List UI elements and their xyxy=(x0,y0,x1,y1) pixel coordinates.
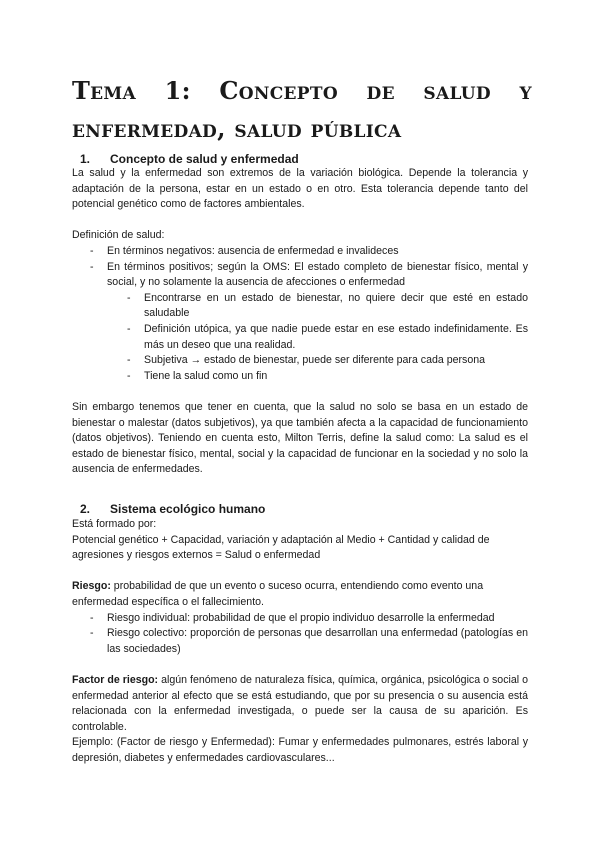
section-1-title: Concepto de salud y enfermedad xyxy=(110,152,299,166)
factor-definition xyxy=(72,673,528,735)
formed-by-label: Está formado por: xyxy=(72,518,157,530)
list-item: - Subjetiva → estado de bienestar, puede ser diferente para cada persona xyxy=(72,353,528,369)
section-1-number: 1. xyxy=(80,152,91,166)
section-1-heading xyxy=(80,151,299,167)
list-item: - Definición utópica, ya que nadie puede estar en ese estado indefinidamente. Es más un deseo que una realidad. xyxy=(72,322,528,353)
riesgo-list xyxy=(72,611,528,658)
riesgo-definition xyxy=(72,579,528,610)
positive-sublist xyxy=(72,291,528,385)
title-line-2: enfermedad, salud pública xyxy=(72,114,402,143)
factor-text: algún fenómeno de naturaleza física, química, orgánica, psicológica o social o enfermedad anterior al efecto que se está estudiando, que por su presencia o su ausencia está relacionada con la enfermedad investigada, o puede ser la causa de su aparición. Es controlable. xyxy=(72,673,528,733)
list-item: - Riesgo individual: probabilidad de que el propio individuo desarrolle la enfermedad xyxy=(72,611,528,627)
section-1-conclusion: Sin embargo tenemos que tener en cuenta, que la salud no solo se basa en un estado de bienestar o malestar (datos subjetivos), ya que también afecta a la capacidad de funcionamiento (datos objetivos). Teniendo en cuenta esto, Milton Terris, define la salud como: La salud es el estado de bienestar físico, mental, social y la capacidad de funcionar en la sociedad y no solo la ausencia de enfermedades. xyxy=(72,400,528,476)
factor-example: Ejemplo: (Factor de riesgo y Enfermedad): Fumar y enfermedades pulmonares, estrés laboral y depresión, diabetes y enfermedades cardiovasculares... xyxy=(72,736,528,764)
list-item xyxy=(72,260,528,385)
definition-negative: En términos negativos: ausencia de enfermedad e invalideces xyxy=(107,244,399,257)
section-2-body xyxy=(72,517,528,767)
document-title xyxy=(72,72,532,148)
list-item xyxy=(72,244,528,260)
list-item: - Tiene la salud como un fin xyxy=(72,369,528,385)
definition-label: Definición de salud: xyxy=(72,229,165,242)
section-1-intro: La salud y la enfermedad son extremos de la variación biológica. Depende la tolerancia y adaptación de la persona, estar en un estado o en otro. Esta tolerancia depende tanto del potencial genético como de factores ambientales. xyxy=(72,167,528,211)
list-item: - Riesgo colectivo: proporción de personas que desarrollan una enfermedad (patologías en las sociedades) xyxy=(72,626,528,657)
section-2-heading xyxy=(80,501,265,517)
section-2-title: Sistema ecológico humano xyxy=(110,502,266,516)
health-formula: Potencial genético + Capacidad, variación y adaptación al Medio + Cantidad y calidad de agresiones y riesgos externos = Salud o enfermedad xyxy=(72,533,490,562)
title-line-1: Tema 1: Concepto de salud y xyxy=(72,76,532,105)
riesgo-term: Riesgo: xyxy=(72,580,111,593)
definition-positive: En términos positivos; según la OMS: El estado completo de bienestar físico, mental y social, y no solamente la ausencia de afecciones o enfermedad xyxy=(107,260,528,289)
section-2-number: 2. xyxy=(80,502,91,516)
list-item: - Encontrarse en un estado de bienestar, no quiere decir que esté en estado saludable xyxy=(72,291,528,322)
section-1-body xyxy=(72,166,528,478)
riesgo-text: probabilidad de que un evento o suceso ocurra, entendiendo como evento una enfermedad específica o el fallecimiento. xyxy=(72,580,484,608)
definition-list xyxy=(72,244,528,384)
factor-term: Factor de riesgo: xyxy=(72,673,159,686)
